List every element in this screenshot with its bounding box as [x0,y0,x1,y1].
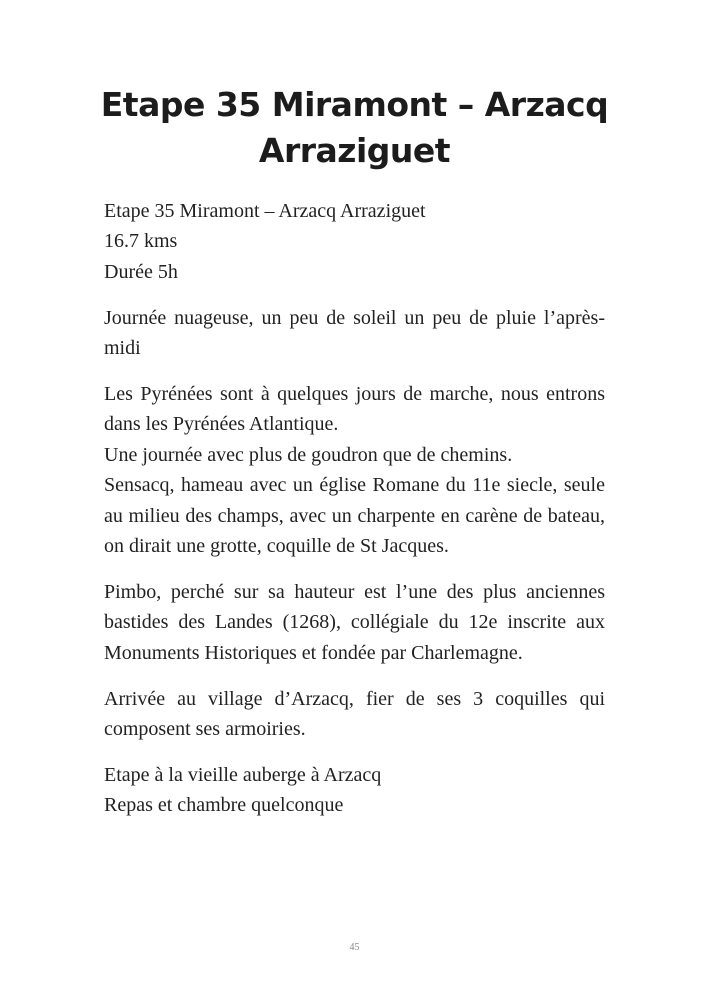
page-number: 45 [349,942,360,953]
pyrenees-sentence: Les Pyrénées sont à quelques jours de marche, nous entrons dans les Pyrénées Atlantique. [104,383,605,436]
distance-line: 16.7 kms [104,230,178,253]
repas-line: Repas et chambre quelconque [104,794,344,817]
pimbo-paragraph: Pimbo, perché sur sa hauteur est l’une des plus anciennes bastides des Landes (1268), collégiale du 12e inscrite aux Monuments Historiques et fondée par Charlemagne. [104,580,605,664]
weather-paragraph: Journée nuageuse, un peu de soleil un peu de pluie l’après-midi [104,306,605,360]
lodging-block [104,760,605,821]
arrivee-paragraph: Arrivée au village d’Arzacq, fier de ses 3 coquilles qui composent ses armoiries. [104,687,605,741]
duration-line: Durée 5h [104,260,178,283]
stage-line: Etape 35 Miramont – Arzacq Arraziguet [104,200,426,222]
sensacq-sentence: Sensacq, hameau avec un église Romane du 11e siecle, seule au milieu des champs, avec un charpente en carène de bateau, on dirait une grotte, coquille de St Jacques. [104,474,605,558]
route-paragraph [104,379,605,561]
etape-line: Etape à la vieille auberge à Arzacq [104,764,382,786]
page-title: Etape 35 Miramont – Arzacq Arraziguet [100,85,609,170]
goudron-sentence: Une journée avec plus de goudron que de chemins. [104,443,513,466]
stage-info-block [104,196,605,287]
body-text [104,196,605,836]
